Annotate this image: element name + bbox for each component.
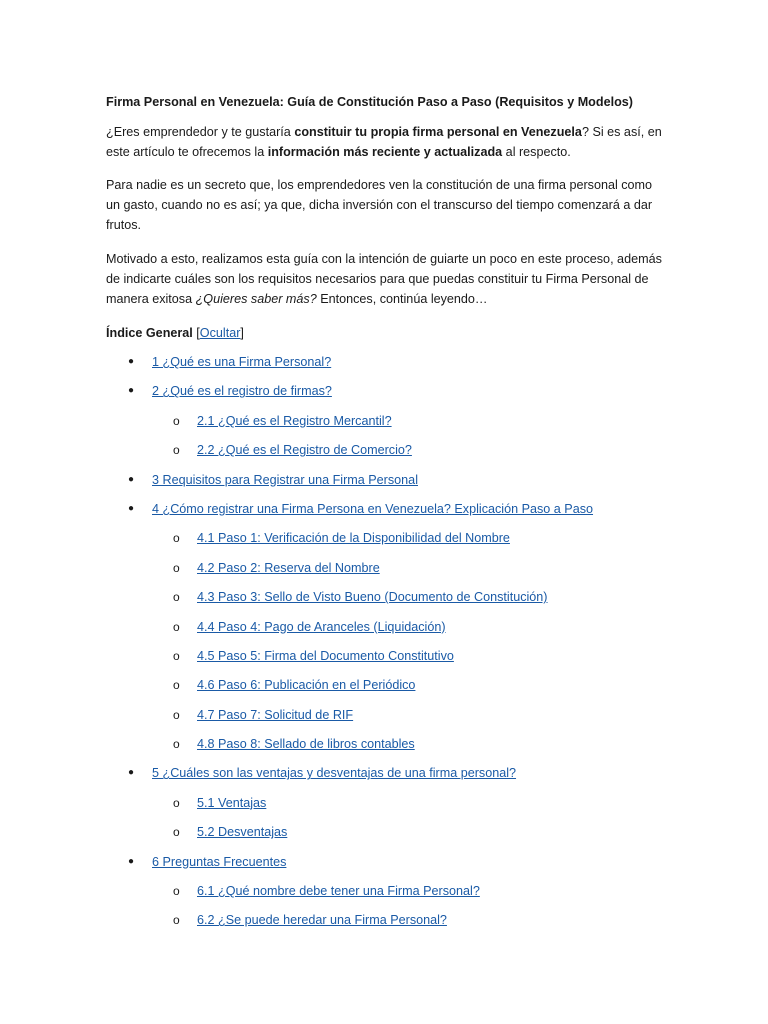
- bullet-circle-icon: o: [173, 678, 180, 693]
- bullet-circle-icon: o: [173, 795, 180, 810]
- toc-item: [106, 763, 668, 792]
- bullet-circle-icon: o: [173, 560, 180, 575]
- table-of-contents: [106, 352, 668, 940]
- toc-link[interactable]: 5 ¿Cuáles son las ventajas y desventajas de una firma personal?: [152, 766, 517, 781]
- toc-item: [106, 881, 668, 910]
- toc-link[interactable]: 4.5 Paso 5: Firma del Documento Constitutivo: [197, 648, 454, 663]
- toc-item: [106, 646, 668, 675]
- toc-item: [106, 910, 668, 939]
- hide-index-link[interactable]: Ocultar: [199, 326, 241, 340]
- intro-text-a: ¿Eres emprendedor y te gustaría: [106, 125, 295, 139]
- toc-item: [106, 499, 668, 528]
- toc-item: [106, 381, 668, 410]
- intro-text-e: al respecto.: [502, 145, 571, 159]
- toc-item: [106, 675, 668, 704]
- intro-text-c: ? Si es así, en este artículo te ofrecemos la: [106, 125, 662, 159]
- bullet-dot-icon: ●: [128, 473, 135, 485]
- index-close-bracket: ]: [240, 326, 244, 340]
- toc-item: [106, 734, 668, 763]
- bullet-circle-icon: o: [173, 443, 180, 458]
- toc-link[interactable]: 2 ¿Qué es el registro de firmas?: [152, 384, 332, 399]
- toc-link[interactable]: 6.2 ¿Se puede heredar una Firma Personal?: [197, 913, 447, 928]
- bullet-circle-icon: o: [173, 413, 180, 428]
- toc-link[interactable]: 1 ¿Qué es una Firma Personal?: [152, 355, 332, 369]
- toc-link[interactable]: 6 Preguntas Frecuentes: [152, 854, 287, 869]
- toc-link[interactable]: 4.2 Paso 2: Reserva del Nombre: [197, 560, 380, 575]
- toc-link[interactable]: 6.1 ¿Qué nombre debe tener una Firma Personal?: [197, 884, 480, 899]
- toc-link[interactable]: 2.2 ¿Qué es el Registro de Comercio?: [197, 443, 412, 458]
- toc-link[interactable]: 4.8 Paso 8: Sellado de libros contables: [197, 737, 415, 752]
- toc-link[interactable]: 2.1 ¿Qué es el Registro Mercantil?: [197, 413, 392, 428]
- bullet-dot-icon: ●: [128, 385, 135, 397]
- intro-paragraph: [106, 122, 668, 162]
- toc-item: [106, 352, 668, 381]
- index-heading: [106, 323, 668, 343]
- bullet-circle-icon: o: [173, 648, 180, 663]
- toc-link[interactable]: 5.1 Ventajas: [197, 795, 267, 810]
- toc-item: [106, 528, 668, 557]
- toc-item: [106, 411, 668, 440]
- document-page: [106, 92, 668, 940]
- third-text-italic: ¿Quieres saber más?: [195, 292, 317, 306]
- index-open-bracket: [: [192, 326, 200, 340]
- third-paragraph: [106, 249, 668, 309]
- toc-item: [106, 587, 668, 616]
- bullet-circle-icon: o: [173, 531, 180, 546]
- intro-text-bold-2: información más reciente y actualizada: [267, 145, 503, 159]
- bullet-dot-icon: ●: [128, 855, 135, 867]
- toc-item: [106, 617, 668, 646]
- bullet-circle-icon: o: [173, 884, 180, 899]
- bullet-dot-icon: ●: [128, 356, 135, 367]
- toc-link[interactable]: 4.7 Paso 7: Solicitud de RIF: [197, 707, 354, 722]
- bullet-circle-icon: o: [173, 737, 180, 752]
- third-text-a: Motivado a esto, realizamos esta guía con la intención de guiarte un poco en este proceso, además de indicarte cuáles son los requisitos necesarios para que puedas constituir tu Firma Personal de manera exitosa: [106, 252, 662, 306]
- bullet-circle-icon: o: [173, 913, 180, 928]
- toc-link[interactable]: 4.1 Paso 1: Verificación de la Disponibilidad del Nombre: [197, 531, 510, 546]
- toc-link[interactable]: 4 ¿Cómo registrar una Firma Persona en Venezuela? Explicación Paso a Paso: [152, 501, 594, 516]
- toc-link[interactable]: 4.3 Paso 3: Sello de Visto Bueno (Documento de Constitución): [197, 590, 548, 605]
- toc-link[interactable]: 4.4 Paso 4: Pago de Aranceles (Liquidación): [197, 619, 446, 634]
- bullet-circle-icon: o: [173, 619, 180, 634]
- second-paragraph: Para nadie es un secreto que, los emprendedores ven la constitución de una firma personal como un gasto, cuando no es así; ya que, dicha inversión con el transcurso del tiempo comenzará a dar frutos.: [106, 178, 653, 232]
- toc-item: [106, 470, 668, 499]
- index-heading-label: Índice General: [106, 326, 193, 340]
- toc-link[interactable]: 3 Requisitos para Registrar una Firma Personal: [152, 472, 418, 487]
- document-title: Firma Personal en Venezuela: Guía de Constitución Paso a Paso (Requisitos y Modelos): [106, 95, 633, 109]
- bullet-dot-icon: ●: [128, 502, 135, 514]
- third-text-c: Entonces, continúa leyendo…: [316, 292, 488, 306]
- bullet-circle-icon: o: [173, 590, 180, 605]
- toc-item: [106, 793, 668, 822]
- toc-item: [106, 852, 668, 881]
- toc-item: [106, 705, 668, 734]
- bullet-dot-icon: ●: [128, 767, 135, 779]
- toc-item: [106, 440, 668, 469]
- toc-link[interactable]: 4.6 Paso 6: Publicación en el Periódico: [197, 678, 416, 693]
- intro-text-bold-1: constituir tu propia firma personal en Venezuela: [294, 125, 582, 139]
- toc-item: [106, 822, 668, 851]
- toc-item: [106, 558, 668, 587]
- toc-link[interactable]: 5.2 Desventajas: [197, 825, 288, 840]
- bullet-circle-icon: o: [173, 825, 180, 840]
- bullet-circle-icon: o: [173, 707, 180, 722]
